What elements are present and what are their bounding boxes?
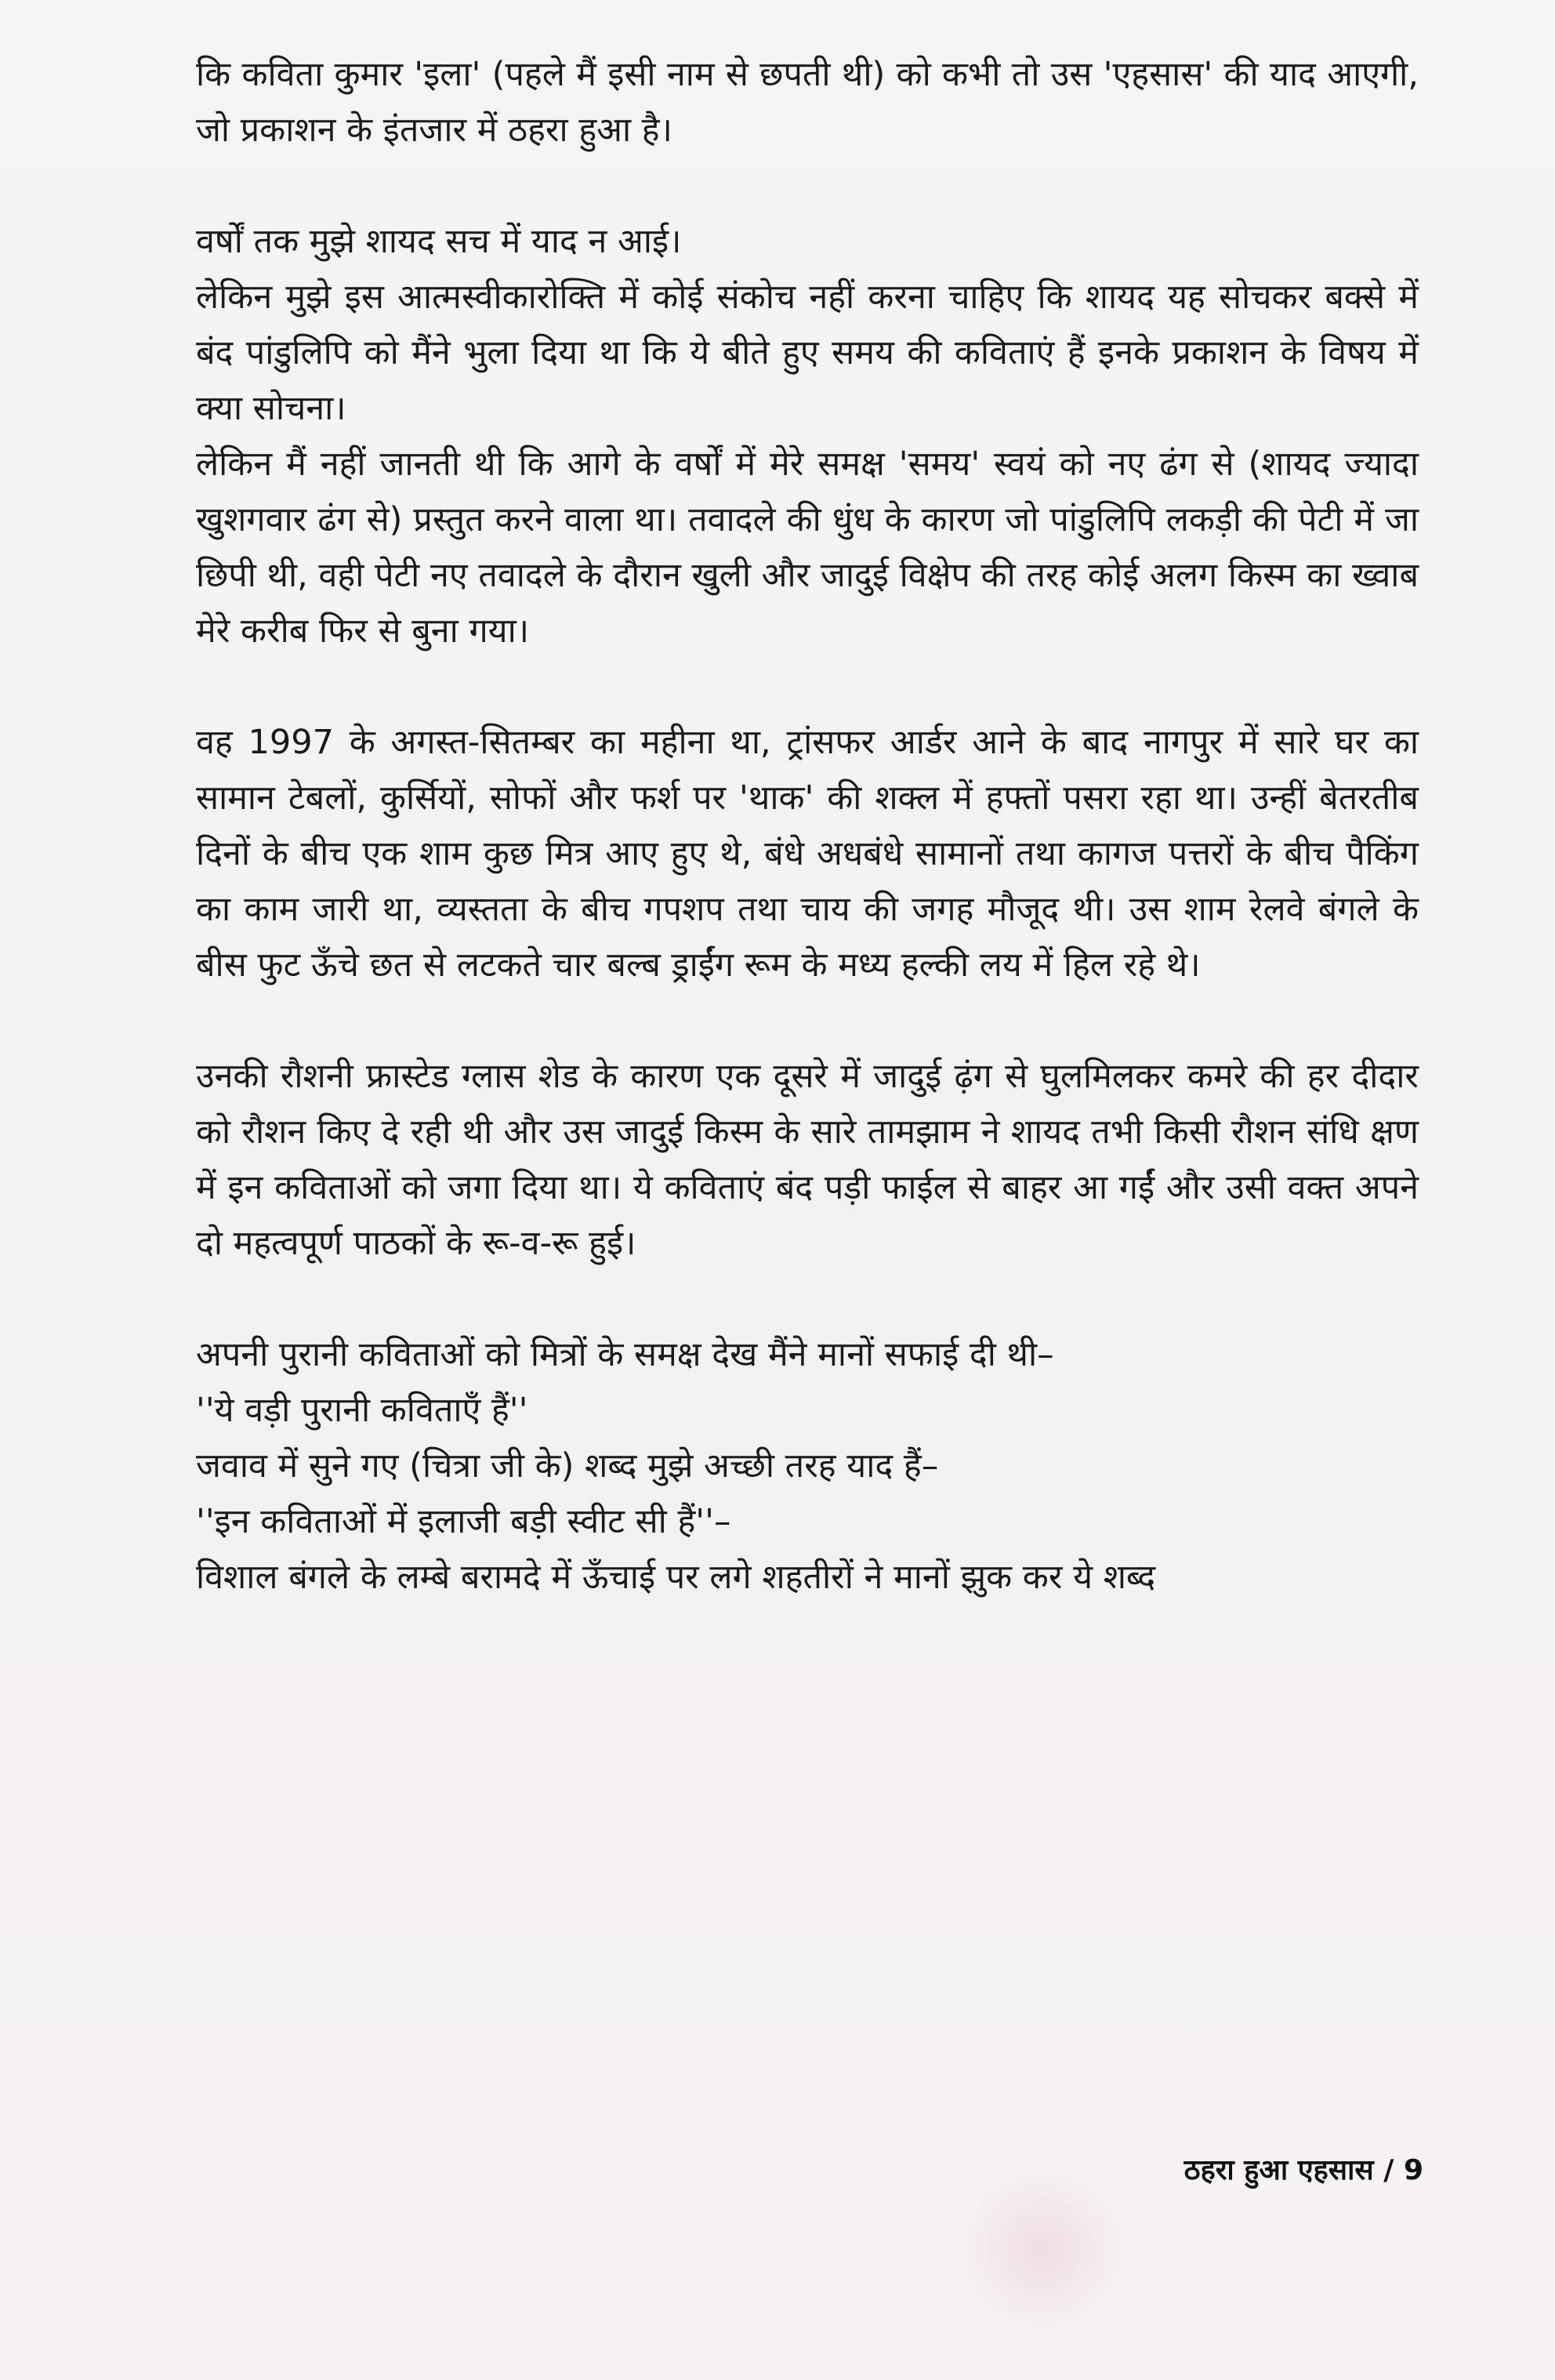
paper-stain xyxy=(956,2164,1129,2336)
body-text xyxy=(196,47,1419,1605)
paragraph-4: लेकिन मैं नहीं जानती थी कि आगे के वर्षों में मेरे समक्ष 'समय' स्वयं को नए ढंग से (शायद ज्यादा खुशगवार ढंग से) प्रस्तुत करने वाला था। तवादले की धुंध के कारण जो पांडुलिपि लकड़ी की पेटी में जा छिपी थी, वही पेटी नए तवादले के दौरान खुली और जादुई विक्षेप की तरह कोई अलग किस्म का ख्वाब मेरे करीब फिर से बुना गया। xyxy=(196,444,1419,651)
running-footer: ठहरा हुआ एहसास / 9 xyxy=(1183,2154,1423,2186)
paragraph-3: लेकिन मुझे इस आत्मस्वीकारोक्ति में कोई संकोच नहीं करना चाहिए कि शायद यह सोचकर बक्से में बंद पांडुलिपि को मैंने भुला दिया था कि ये बीते हुए समय की कविताएं हैं इनके प्रकाशन के विषय में क्या सोचना। xyxy=(196,278,1419,428)
paragraph-8: जवाव में सुने गए (चित्रा जी के) शब्द मुझे अच्छी तरह याद हैं– xyxy=(196,1446,939,1486)
paragraph-gap xyxy=(196,158,1419,214)
paragraph-gap xyxy=(196,993,1419,1049)
paragraph-gap xyxy=(196,659,1419,715)
quote-2: ''इन कविताओं में इलाजी बड़ी स्वीट सी हैं''– xyxy=(196,1502,731,1541)
paragraph-gap xyxy=(196,1272,1419,1327)
paragraph-6: उनकी रौशनी फ्रास्टेड ग्लास शेड के कारण एक दूसरे में जादुई ढ़ंग से घुलमिलकर कमरे की हर दीदार को रौशन किए दे रही थी और उस जादुई किस्म के सारे तामझाम ने शायद तभी किसी रौशन संधि क्षण में इन कविताओं को जगा दिया था। ये कविताएं बंद पड़ी फाईल से बाहर आ गईं और उसी वक्त अपने दो महत्वपूर्ण पाठकों के रू-व-रू हुई। xyxy=(196,1057,1419,1263)
paragraph-2: वर्षों तक मुझे शायद सच में याद न आई। xyxy=(196,222,682,261)
quote-1: ''ये वड़ी पुरानी कविताएँ हैं'' xyxy=(196,1391,528,1430)
paragraph-9: विशाल बंगले के लम्बे बरामदे में ऊँचाई पर लगे शहतीरों ने मानों झुक कर ये शब्द xyxy=(196,1558,1156,1597)
paragraph-1: कि कविता कुमार 'इला' (पहले मैं इसी नाम से छपती थी) को कभी तो उस 'एहसास' की याद आएगी, जो प्रकाशन के इंतजार में ठहरा हुआ है। xyxy=(196,55,1419,150)
paragraph-5: वह 1997 के अगस्त-सितम्बर का महीना था, ट्रांसफर आर्डर आने के बाद नागपुर में सारे घर का सामान टेबलों, कुर्सियों, सोफों और फर्श पर 'थाक' की शक्ल में हफ्तों पसरा रहा था। उन्हीं बेतरतीब दिनों के बीच एक शाम कुछ मित्र आए हुए थे, बंधे अधबंधे सामानों तथा कागज पत्तरों के बीच पैकिंग का काम जारी था, व्यस्तता के बीच गपशप तथा चाय की जगह मौजूद थी। उस शाम रेलवे बंगले के बीस फुट ऊँचे छत से लटकते चार बल्ब ड्राईंग रूम के मध्य हल्की लय में हिल रहे थे। xyxy=(196,723,1419,985)
paragraph-7: अपनी पुरानी कविताओं को मित्रों के समक्ष देख मैंने मानों सफाई दी थी– xyxy=(196,1335,1054,1374)
